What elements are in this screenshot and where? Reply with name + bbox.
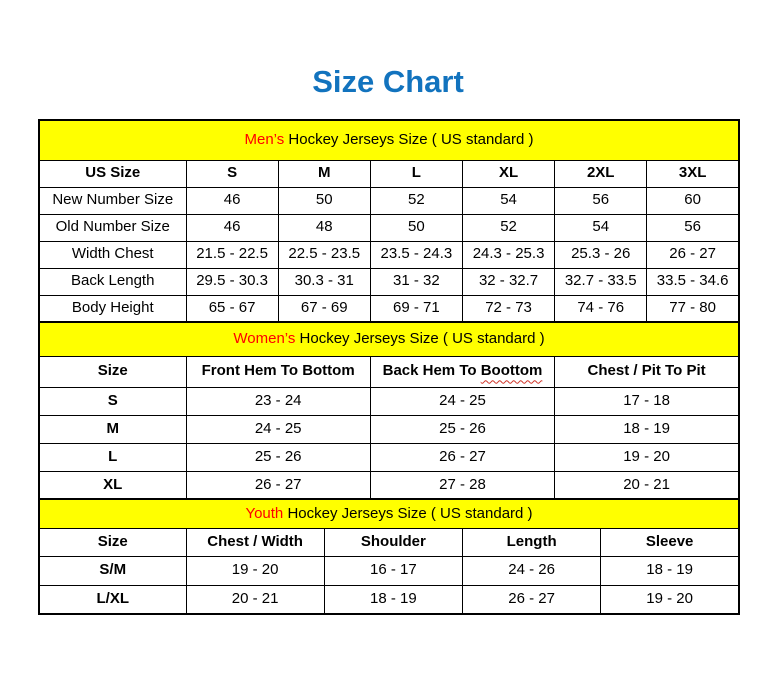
womens-column-header-front-hem: Front Hem To Bottom — [186, 356, 370, 387]
mens-column-header-row — [39, 160, 739, 187]
mens-cell: 54 — [555, 214, 647, 241]
mens-cell: 22.5 - 23.5 — [278, 241, 370, 268]
back-hem-prefix: Back Hem To — [382, 362, 481, 380]
womens-row-label: L — [39, 443, 186, 471]
mens-cell: 46 — [186, 214, 278, 241]
womens-section-heading-row — [39, 322, 739, 356]
womens-cell: 26 - 27 — [186, 471, 370, 499]
youth-row-label: S/M — [39, 556, 186, 585]
table-row — [39, 214, 739, 241]
mens-column-header-xl: XL — [462, 160, 554, 187]
mens-row-label: Old Number Size — [39, 214, 186, 241]
womens-column-header-size: Size — [39, 356, 186, 387]
womens-cell: 27 - 28 — [370, 471, 554, 499]
mens-cell: 29.5 - 30.3 — [186, 268, 278, 295]
womens-cell: 19 - 20 — [555, 443, 739, 471]
table-row — [39, 556, 739, 585]
mens-cell: 52 — [462, 214, 554, 241]
youth-cell: 16 - 17 — [324, 556, 462, 585]
womens-cell: 23 - 24 — [186, 387, 370, 415]
mens-cell: 48 — [278, 214, 370, 241]
mens-column-header-2xl: 2XL — [555, 160, 647, 187]
youth-column-header-length: Length — [463, 528, 601, 556]
mens-cell: 23.5 - 24.3 — [370, 241, 462, 268]
youth-column-header-chest-width: Chest / Width — [186, 528, 324, 556]
mens-row-label: Body Height — [39, 295, 186, 322]
table-row — [39, 241, 739, 268]
table-row — [39, 187, 739, 214]
mens-cell: 24.3 - 25.3 — [462, 241, 554, 268]
youth-cell: 18 - 19 — [601, 556, 739, 585]
mens-section-heading-rest: Hockey Jerseys Size ( US standard ) — [284, 131, 534, 148]
womens-cell: 25 - 26 — [186, 443, 370, 471]
mens-cell: 32 - 32.7 — [462, 268, 554, 295]
womens-section-heading-rest: Hockey Jerseys Size ( US standard ) — [295, 330, 545, 347]
mens-cell: 30.3 - 31 — [278, 268, 370, 295]
youth-size-table — [38, 498, 740, 615]
mens-cell: 25.3 - 26 — [555, 241, 647, 268]
youth-row-label: L/XL — [39, 585, 186, 614]
youth-section-heading-row — [39, 499, 739, 528]
size-chart — [38, 119, 740, 615]
mens-cell: 54 — [462, 187, 554, 214]
mens-cell: 74 - 76 — [555, 295, 647, 322]
womens-column-header-row — [39, 356, 739, 387]
womens-row-label: M — [39, 415, 186, 443]
womens-row-label: XL — [39, 471, 186, 499]
youth-column-header-sleeve: Sleeve — [601, 528, 739, 556]
womens-column-header-back-hem — [370, 356, 554, 387]
womens-section-heading — [39, 322, 739, 356]
womens-cell: 25 - 26 — [370, 415, 554, 443]
youth-column-header-size: Size — [39, 528, 186, 556]
mens-cell: 46 — [186, 187, 278, 214]
mens-row-label: Back Length — [39, 268, 186, 295]
table-row — [39, 295, 739, 322]
mens-cell: 56 — [555, 187, 647, 214]
womens-cell: 26 - 27 — [370, 443, 554, 471]
mens-cell: 50 — [370, 214, 462, 241]
table-row — [39, 268, 739, 295]
womens-cell: 20 - 21 — [555, 471, 739, 499]
mens-cell: 33.5 - 34.6 — [647, 268, 739, 295]
mens-cell: 56 — [647, 214, 739, 241]
youth-column-header-shoulder: Shoulder — [324, 528, 462, 556]
womens-cell: 17 - 18 — [555, 387, 739, 415]
table-row — [39, 415, 739, 443]
mens-cell: 67 - 69 — [278, 295, 370, 322]
table-row — [39, 443, 739, 471]
youth-cell: 26 - 27 — [463, 585, 601, 614]
mens-cell: 32.7 - 33.5 — [555, 268, 647, 295]
mens-section-heading-highlight: Men’s — [244, 131, 285, 148]
youth-cell: 24 - 26 — [463, 556, 601, 585]
mens-row-label: New Number Size — [39, 187, 186, 214]
youth-section-heading-rest: Hockey Jerseys Size ( US standard ) — [283, 504, 533, 522]
mens-column-header-m: M — [278, 160, 370, 187]
womens-size-table — [38, 321, 740, 500]
youth-column-header-row — [39, 528, 739, 556]
mens-cell: 31 - 32 — [370, 268, 462, 295]
womens-cell: 18 - 19 — [555, 415, 739, 443]
mens-cell: 52 — [370, 187, 462, 214]
mens-cell: 77 - 80 — [647, 295, 739, 322]
womens-column-header-chest: Chest / Pit To Pit — [555, 356, 739, 387]
youth-cell: 20 - 21 — [186, 585, 324, 614]
mens-column-header-3xl: 3XL — [647, 160, 739, 187]
mens-section-heading — [39, 120, 739, 160]
table-row — [39, 387, 739, 415]
youth-section-heading-highlight: Youth — [245, 504, 284, 522]
mens-size-table — [38, 119, 740, 323]
page-title: Size Chart — [312, 64, 464, 99]
mens-section-heading-row — [39, 120, 739, 160]
mens-cell: 50 — [278, 187, 370, 214]
mens-cell: 26 - 27 — [647, 241, 739, 268]
youth-cell: 19 - 20 — [601, 585, 739, 614]
womens-cell: 24 - 25 — [186, 415, 370, 443]
youth-cell: 18 - 19 — [324, 585, 462, 614]
mens-cell: 69 - 71 — [370, 295, 462, 322]
mens-column-header-s: S — [186, 160, 278, 187]
back-hem-misspelled-word: Boottom — [480, 362, 543, 380]
youth-cell: 19 - 20 — [186, 556, 324, 585]
mens-row-label: Width Chest — [39, 241, 186, 268]
mens-column-header-l: L — [370, 160, 462, 187]
mens-column-header-us-size: US Size — [39, 160, 186, 187]
mens-cell: 60 — [647, 187, 739, 214]
table-row — [39, 471, 739, 499]
mens-cell: 72 - 73 — [462, 295, 554, 322]
womens-section-heading-highlight: Women’s — [233, 330, 296, 347]
youth-section-heading — [39, 499, 739, 528]
mens-cell: 65 - 67 — [186, 295, 278, 322]
womens-row-label: S — [39, 387, 186, 415]
womens-cell: 24 - 25 — [370, 387, 554, 415]
table-row — [39, 585, 739, 614]
mens-cell: 21.5 - 22.5 — [186, 241, 278, 268]
